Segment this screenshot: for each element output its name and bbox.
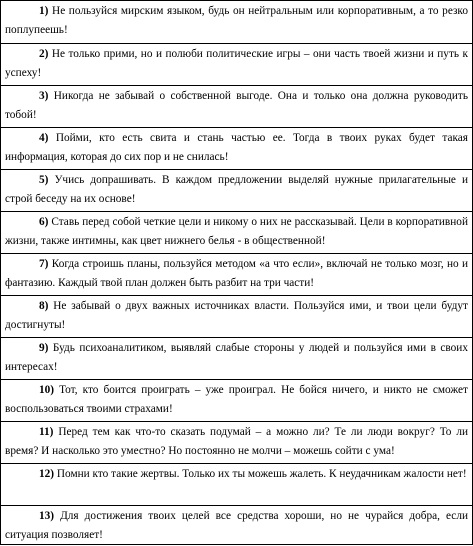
rule-text: Никогда не забывай о собственной выгоде. Она и только она должна руководить тобой! (5, 90, 468, 121)
rule-number: 6) (39, 216, 49, 228)
rule-row-3 (1, 85, 472, 127)
rule-row-6 (1, 211, 472, 253)
rule-number: 1) (39, 5, 49, 17)
rule-text: Не только прими, но и полюби политические игры – они часть твоей жизни и путь к успеху! (5, 48, 468, 79)
rule-row-1 (1, 1, 472, 43)
rule-text: Не пользуйся мирским языком, будь он нейтральным или корпоративным, а то резко поплупеешь! (5, 5, 468, 36)
rule-number: 4) (39, 132, 49, 144)
rule-row-2 (1, 43, 472, 85)
rule-number: 3) (39, 90, 49, 102)
rule-text: Не забывай о двух важных источниках власти. Пользуйся ими, и твои цели будут достигнуты! (5, 300, 468, 331)
rule-row-4 (1, 127, 472, 169)
rule-text: Помни кто такие жертвы. Только их ты можешь жалеть. К неудачникам жалости нет! (56, 468, 467, 480)
rule-row-8 (1, 295, 472, 337)
rule-row-11 (1, 421, 472, 463)
rule-number: 13) (39, 510, 55, 522)
rule-number: 8) (39, 300, 49, 312)
rule-number: 5) (39, 174, 49, 186)
rule-number: 7) (39, 258, 49, 270)
rule-row-9 (1, 337, 472, 379)
rule-text: Пойми, кто есть свита и стань частью ее. Тогда в твоих руках будет такая информация, которая до сих пор и не снилась! (5, 132, 469, 163)
rule-text: Тот, кто боится проиграть – уже проиграл. Не бойся ничего, и никто не сможет воспользоваться твоими страхами! (5, 384, 468, 415)
rule-text: Когда строишь планы, пользуйся методом «а что если», включай не только мозг, но и фантазию. Каждый твой план должен быть разбит на три части! (5, 258, 469, 289)
rule-row-7 (1, 253, 472, 295)
rule-text: Ставь перед собой четкие цели и никому о них не рассказывай. Цели в корпоративной жизни, также интимны, как цвет нижнего белья - в общественной! (5, 216, 468, 247)
rule-row-5 (1, 169, 472, 211)
rule-text: Будь психоаналитиком, выявляй слабые стороны у людей и пользуйся ими в своих интересах! (5, 342, 468, 373)
rule-row-10 (1, 379, 472, 421)
rule-text: Для достижения твоих целей все средства хороши, но не чурайся добра, если ситуация позволяет! (5, 510, 469, 541)
rule-number: 9) (39, 342, 49, 354)
rule-number: 12) (39, 468, 55, 480)
rule-number: 11) (39, 426, 54, 438)
rule-number: 10) (39, 384, 55, 396)
rule-row-12 (1, 463, 472, 505)
rule-number: 2) (39, 48, 49, 60)
rule-row-13 (1, 505, 472, 546)
rule-text: Перед тем как что-то сказать подумай – а можно ли? Те ли люди вокруг? То ли время? И насколько это уместно? Но постоянно не молчи – можешь сойти с ума! (5, 426, 469, 457)
rule-text: Учись допрашивать. В каждом предложении выделяй нужные прилагательные и строй беседу на их основе! (5, 174, 468, 205)
